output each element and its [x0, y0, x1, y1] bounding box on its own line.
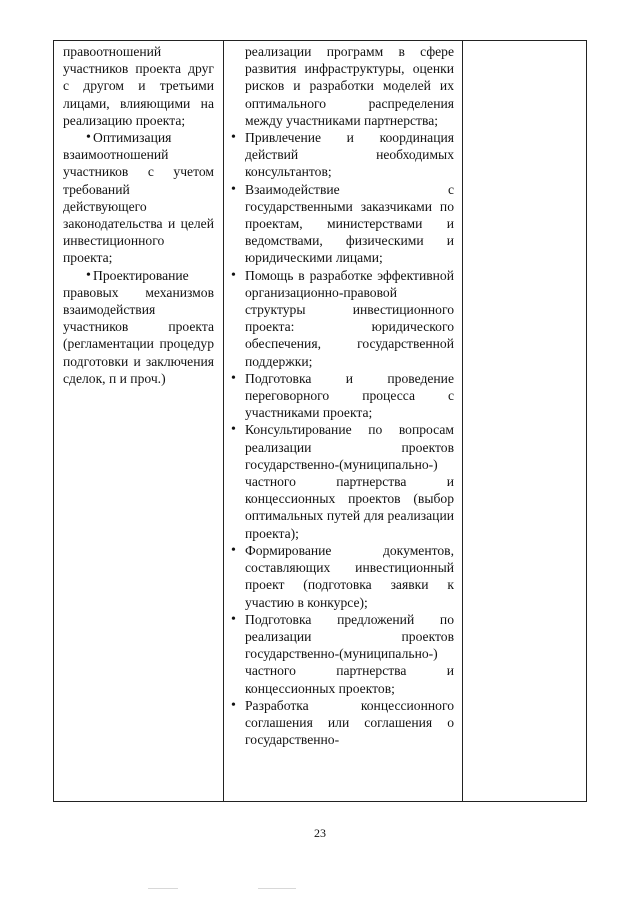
- col2-list-item: • Подготовка предложений по реализации проектов государственно-(муниципально-) частного партнерства и концессионных проектов;: [231, 611, 454, 697]
- scan-artifact: [148, 888, 178, 889]
- col2-continuation-text: реализации программ в сфере развития инфраструктуры, оценки рисков и разработки моделей их оптимального распределения между участниками партнерства;: [245, 44, 454, 128]
- table-column-3: [463, 41, 586, 801]
- col2-list-item: • Консультирование по вопросам реализации проектов государственно-(муниципально-) частного партнерства и концессионных проектов (выбор оптимальных путей для реализации проекта);: [231, 421, 454, 541]
- col2-list-item: • Разработка концессионного соглашения или соглашения о государственно-: [231, 697, 454, 749]
- col1-list-item: • Проектирование правовых механизмов взаимодействия участников проекта (регламентации процедур подготовки и заключения сделок, п и проч.): [63, 267, 214, 387]
- services-table: [53, 40, 587, 802]
- col2-list-item: • Формирование документов, составляющих инвестиционный проект (подготовка заявки к участию в конкурсе);: [231, 542, 454, 611]
- col1-list-item: • Оптимизация взаимоотношений участников с учетом требований действующего законодательства и целей инвестиционного проекта;: [63, 129, 214, 267]
- col2-list-item: • Помощь в разработке эффективной организационно-правовой структуры инвестиционного проекта: юридического обеспечения, государственной поддержки;: [231, 267, 454, 370]
- table-column-2: [224, 41, 463, 801]
- page-number: 23: [314, 826, 326, 840]
- col2-list-item: • Взаимодействие с государственными заказчиками по проектам, министерствами и ведомствами, физическими и юридическими лицами;: [231, 181, 454, 267]
- col1-continuation-text: правоотношений участников проекта друг с другом и третьими лицами, влияющими на реализацию проекта;: [63, 44, 214, 128]
- table-column-1: [54, 41, 224, 801]
- col2-list-item: • Привлечение и координация действий необходимых консультантов;: [231, 129, 454, 181]
- scan-artifact: [258, 888, 296, 889]
- col2-list-item: • Подготовка и проведение переговорного процесса с участниками проекта;: [231, 370, 454, 422]
